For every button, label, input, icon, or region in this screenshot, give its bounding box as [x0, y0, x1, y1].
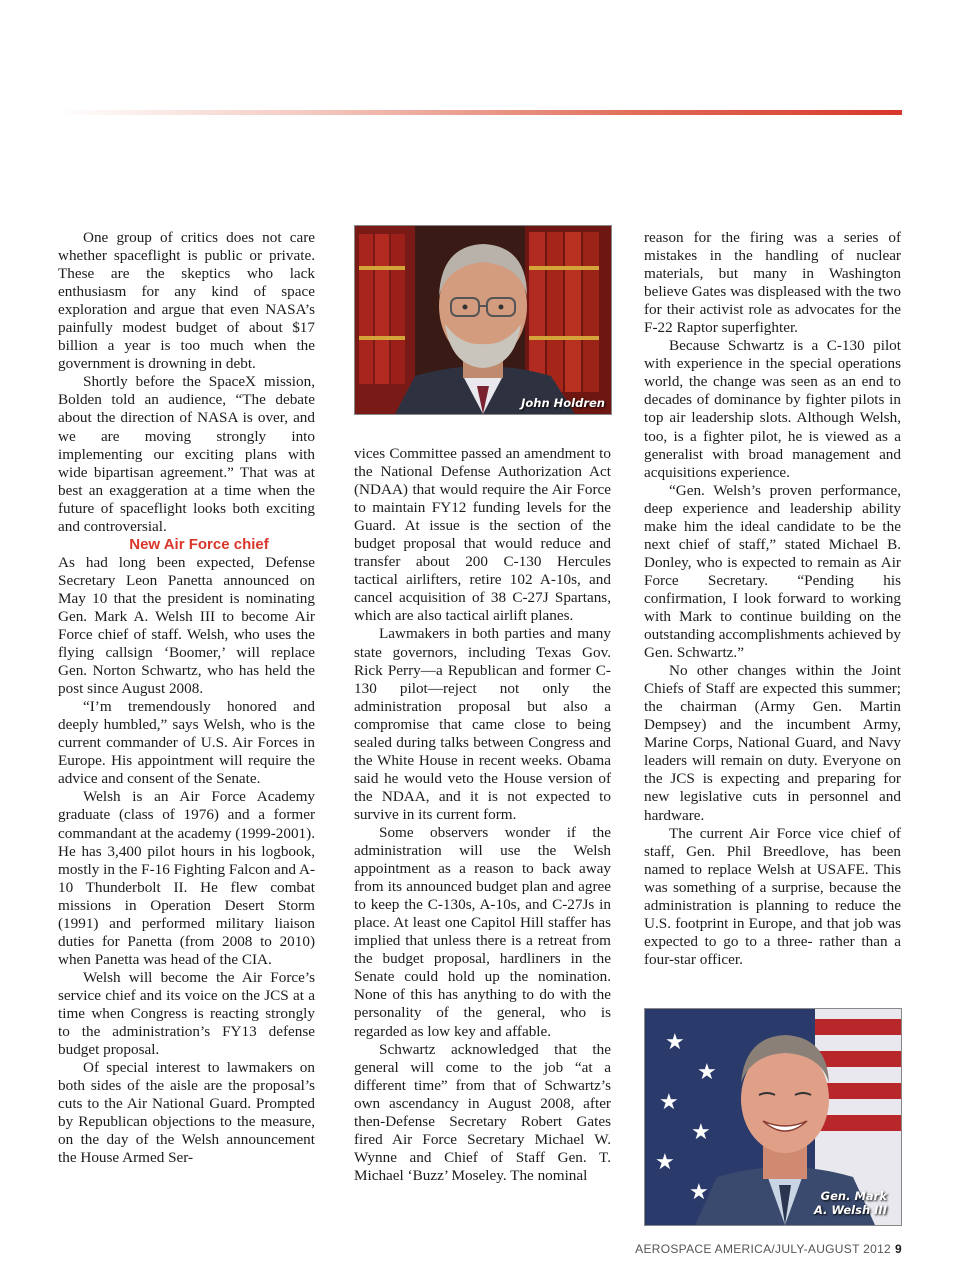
publication-name: AEROSPACE AMERICA/JULY-AUGUST 2012 — [635, 1242, 892, 1256]
photo-gen-welsh — [644, 1008, 902, 1226]
article-column-1 — [58, 229, 315, 1167]
svg-text:★: ★ — [697, 1060, 717, 1085]
paragraph: The current Air Force vice chief of staff, Gen. Phil Breedlove, has been named to replace Welsh at USAFE. This was something of a surprise, because the administration is planning to reduce the U.S. footprint in Europe, and that job was expected to go to a three- rather than a four-star officer. — [644, 824, 901, 968]
photo-john-holdren — [354, 225, 612, 415]
caption-line-2: A. Welsh III — [813, 1203, 887, 1217]
paragraph: Schwartz acknowledged that the general will come to the job “at a different time” from that of Schwartz’s own ascendancy in August 2008, after then-Defense Secretary Robert Gates fired Air Force Secretary Michael W. Wynne and Chief of Staff Gen. T. Michael ‘Buzz’ Moseley. The nominal — [354, 1040, 611, 1184]
paragraph: “I’m tremendously honored and deeply humbled,” says Welsh, who is the current commander of U.S. Air Forces in Europe. His appointment will require the advice and consent of the Senate. — [58, 698, 315, 788]
paragraph: No other changes within the Joint Chiefs of Staff are expected this summer; the chairman (Army Gen. Martin Dempsey) and the incumbent Army, Marine Corps, National Guard, and Navy leaders will remain on duty. Everyone on the JCS is expecting and preparing for new legislative cuts in personnel and hardware. — [644, 662, 901, 824]
paragraph: Shortly before the SpaceX mission, Bolden told an audience, “The debate about the direction of NASA is over, and we are moving strongly into implementing our exciting plans with wide bipartisan agreement.” That was at best an exaggeration at a time when the future of spaceflight looks both exciting and controversial. — [58, 373, 315, 535]
caption-line-1: Gen. Mark — [820, 1189, 887, 1203]
paragraph: One group of critics does not care whether spaceflight is public or private. These are the skeptics who lack enthusiasm for any kind of space exploration and argue that even NASA’s painfully modest budget of about $17 billion a year is too much when the government is drowning in debt. — [58, 229, 315, 373]
paragraph: “Gen. Welsh’s proven performance, deep experience and leadership ability make him the ideal candidate to be the next chief of staff,” stated Michael B. Donley, who is expected to remain as Air Force Secretary. “Pending his confirmation, I look forward to working with Mark to continue building on the outstanding accomplishments achieved by Gen. Schwartz.” — [644, 481, 901, 662]
paragraph: Some observers wonder if the administration will use the Welsh appointment as a reason to back away from its announced budget plan and agree to keep the C-130s, A-10s, and C-27Js in place. At least one Capitol Hill staffer has implied that unless there is a retreat from the budget proposal, hardliners in the Senate could hold up the nomination. None of this has anything to do with the personality of the general, who is regarded as low key and affable. — [354, 823, 611, 1040]
section-subhead: New Air Force chief — [129, 535, 269, 553]
article-column-3 — [644, 229, 901, 969]
paragraph: Because Schwartz is a C-130 pilot with experience in the special operations world, the change was seen as an end to decades of dominance by fighter pilots in top air leadership slots. Although Welsh, too, is a fighter pilot, he is viewed as a generalist with broad management and acquisitions experience. — [644, 337, 901, 481]
page-number: 9 — [895, 1242, 902, 1256]
paragraph: As had long been expected, Defense Secretary Leon Panetta announced on May 10 that the president is nominating Gen. Mark A. Welsh III to become Air Force chief of staff. Welsh, who uses the flying callsign ‘Boomer,’ will replace Gen. Norton Schwartz, who has held the post since August 2008. — [58, 553, 315, 698]
paragraph: Of special interest to lawmakers on both sides of the aisle are the proposal’s cuts to the Air National Guard. Prompted by Republican objections to the measure, on the day of the Welsh announcement the House Armed Ser- — [58, 1059, 315, 1167]
page-footer — [635, 1242, 902, 1256]
svg-text:★: ★ — [665, 1030, 685, 1055]
svg-text:★: ★ — [659, 1090, 679, 1115]
paragraph: Lawmakers in both parties and many state governors, including Texas Gov. Rick Perry—a Republican and former C-130 pilot—reject not only the administration proposal but also a compromise that came close to being sealed during talks between Congress and the White House in recent weeks. Obama said he would veto the House version of the NDAA, and it is not expected to survive in its current form. — [354, 625, 611, 823]
paragraph: Welsh will become the Air Force’s service chief and its voice on the JCS at a time when Congress is reacting strongly to the administration’s FY13 defense budget proposal. — [58, 968, 315, 1059]
paragraph: Welsh is an Air Force Academy graduate (class of 1976) and a former commandant at the academy (1999-2001). He has 3,400 pilot hours in his logbook, mostly in the F-16 Fighting Falcon and A-10 Thunderbolt II. He flew combat missions in Operation Desert Storm (1991) and performed military liaison duties for Panetta (from 2008 to 2010) when Panetta was head of the CIA. — [58, 788, 315, 968]
svg-text:★: ★ — [655, 1150, 675, 1175]
paragraph: reason for the firing was a series of mistakes in the handling of nuclear materials, but many in Washington believe Gates was displeased with the two for their activist role as advocates for the F-22 Raptor superfighter. — [644, 229, 901, 337]
photo-caption: John Holdren — [521, 396, 605, 410]
article-column-2 — [354, 445, 611, 1185]
paragraph: vices Committee passed an amendment to the National Defense Authorization Act (NDAA) that would require the Air Force to maintain FY12 funding levels for the Guard. At issue is the section of the budget proposal that would reduce and transfer about 200 C-130 Hercules tactical airlifters, retire 102 A-10s, and cancel acquisition of 38 C-27J Spartans, which are also tactical airlift planes. — [354, 445, 611, 625]
portrait-illustration — [355, 226, 611, 414]
header-rule — [58, 110, 902, 115]
photo-caption — [814, 1189, 887, 1217]
svg-text:★: ★ — [689, 1180, 709, 1205]
svg-text:★: ★ — [691, 1120, 711, 1145]
